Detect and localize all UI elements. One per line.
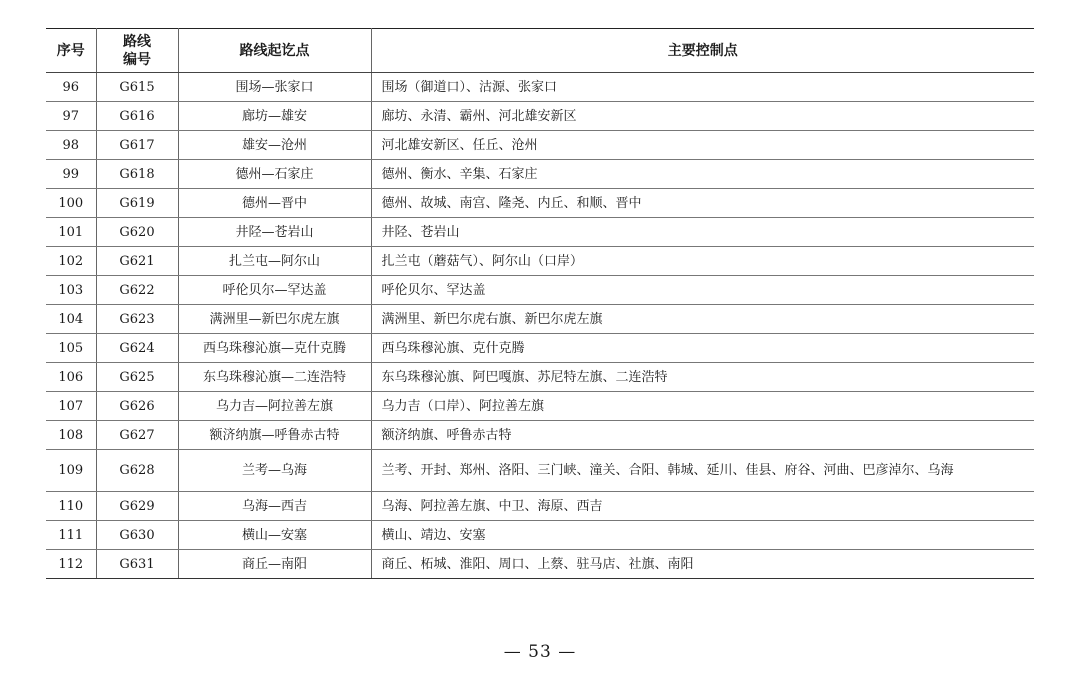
table-row [46,131,1034,160]
row-control-points: 德州、故城、南宫、隆尧、内丘、和顺、晋中 [371,189,1034,218]
row-serial-number: 103 [46,276,96,305]
row-route-code: G621 [96,247,178,276]
row-route-code: G625 [96,363,178,392]
row-route-endpoints: 满洲里—新巴尔虎左旗 [178,305,371,334]
row-control-points: 横山、靖边、安塞 [371,521,1034,550]
row-serial-number: 101 [46,218,96,247]
row-control-points: 额济纳旗、呼鲁赤古特 [371,421,1034,450]
row-serial-number: 100 [46,189,96,218]
row-route-code: G618 [96,160,178,189]
row-route-code: G628 [96,450,178,492]
header-serial-number: 序号 [46,29,96,73]
row-serial-number: 99 [46,160,96,189]
row-serial-number: 105 [46,334,96,363]
row-route-code: G630 [96,521,178,550]
row-route-endpoints: 兰考—乌海 [178,450,371,492]
table-row [46,550,1034,579]
row-route-endpoints: 德州—晋中 [178,189,371,218]
header-route-endpoints: 路线起讫点 [178,29,371,73]
header-control-points: 主要控制点 [371,29,1034,73]
row-route-endpoints: 廊坊—雄安 [178,102,371,131]
row-route-code: G620 [96,218,178,247]
row-route-code: G627 [96,421,178,450]
row-control-points: 河北雄安新区、任丘、沧州 [371,131,1034,160]
row-control-points: 德州、衡水、辛集、石家庄 [371,160,1034,189]
table-row [46,73,1034,102]
table-row [46,363,1034,392]
row-route-code: G616 [96,102,178,131]
table-header [46,29,1034,73]
page-number: — 53 — [503,642,577,662]
row-serial-number: 111 [46,521,96,550]
row-control-points: 乌海、阿拉善左旗、中卫、海原、西吉 [371,492,1034,521]
row-route-endpoints: 德州—石家庄 [178,160,371,189]
row-route-endpoints: 扎兰屯—阿尔山 [178,247,371,276]
row-control-points: 商丘、柘城、淮阳、周口、上蔡、驻马店、社旗、南阳 [371,550,1034,579]
table-row [46,276,1034,305]
table-row [46,421,1034,450]
row-route-endpoints: 横山—安塞 [178,521,371,550]
row-control-points: 扎兰屯（蘑菇气）、阿尔山（口岸） [371,247,1034,276]
row-control-points: 廊坊、永清、霸州、河北雄安新区 [371,102,1034,131]
document-page [46,28,1034,579]
table-body [46,73,1034,579]
table-row [46,392,1034,421]
row-route-endpoints: 乌力吉—阿拉善左旗 [178,392,371,421]
row-control-points: 乌力吉（口岸）、阿拉善左旗 [371,392,1034,421]
table-row [46,102,1034,131]
row-route-endpoints: 西乌珠穆沁旗—克什克腾 [178,334,371,363]
table-row [46,247,1034,276]
row-control-points: 呼伦贝尔、罕达盖 [371,276,1034,305]
row-route-endpoints: 乌海—西吉 [178,492,371,521]
row-route-code: G631 [96,550,178,579]
header-route-code: 路线 编号 [96,29,178,73]
row-control-points: 井陉、苍岩山 [371,218,1034,247]
row-route-endpoints: 围场—张家口 [178,73,371,102]
row-route-endpoints: 东乌珠穆沁旗—二连浩特 [178,363,371,392]
row-route-endpoints: 商丘—南阳 [178,550,371,579]
row-route-code: G624 [96,334,178,363]
row-serial-number: 107 [46,392,96,421]
expressway-route-table [46,28,1034,579]
row-route-endpoints: 井陉—苍岩山 [178,218,371,247]
row-control-points: 满洲里、新巴尔虎右旗、新巴尔虎左旗 [371,305,1034,334]
row-route-code: G626 [96,392,178,421]
table-row [46,450,1034,492]
table-row [46,521,1034,550]
row-serial-number: 102 [46,247,96,276]
row-route-code: G619 [96,189,178,218]
header-row [46,29,1034,73]
row-route-code: G622 [96,276,178,305]
row-serial-number: 106 [46,363,96,392]
row-serial-number: 108 [46,421,96,450]
row-serial-number: 96 [46,73,96,102]
table-row [46,189,1034,218]
row-control-points: 西乌珠穆沁旗、克什克腾 [371,334,1034,363]
row-route-code: G615 [96,73,178,102]
table-row [46,160,1034,189]
row-control-points: 东乌珠穆沁旗、阿巴嘎旗、苏尼特左旗、二连浩特 [371,363,1034,392]
row-serial-number: 112 [46,550,96,579]
row-route-code: G623 [96,305,178,334]
table-row [46,218,1034,247]
row-route-endpoints: 呼伦贝尔—罕达盖 [178,276,371,305]
row-serial-number: 104 [46,305,96,334]
row-control-points: 围场（御道口）、沽源、张家口 [371,73,1034,102]
table-row [46,492,1034,521]
row-serial-number: 97 [46,102,96,131]
row-route-code: G617 [96,131,178,160]
row-control-points: 兰考、开封、郑州、洛阳、三门峡、潼关、合阳、韩城、延川、佳县、府谷、河曲、巴彦淖尔、乌海 [371,450,1034,492]
row-serial-number: 98 [46,131,96,160]
table-row [46,334,1034,363]
row-route-code: G629 [96,492,178,521]
row-route-endpoints: 额济纳旗—呼鲁赤古特 [178,421,371,450]
table-row [46,305,1034,334]
row-serial-number: 109 [46,450,96,492]
row-serial-number: 110 [46,492,96,521]
row-route-endpoints: 雄安—沧州 [178,131,371,160]
